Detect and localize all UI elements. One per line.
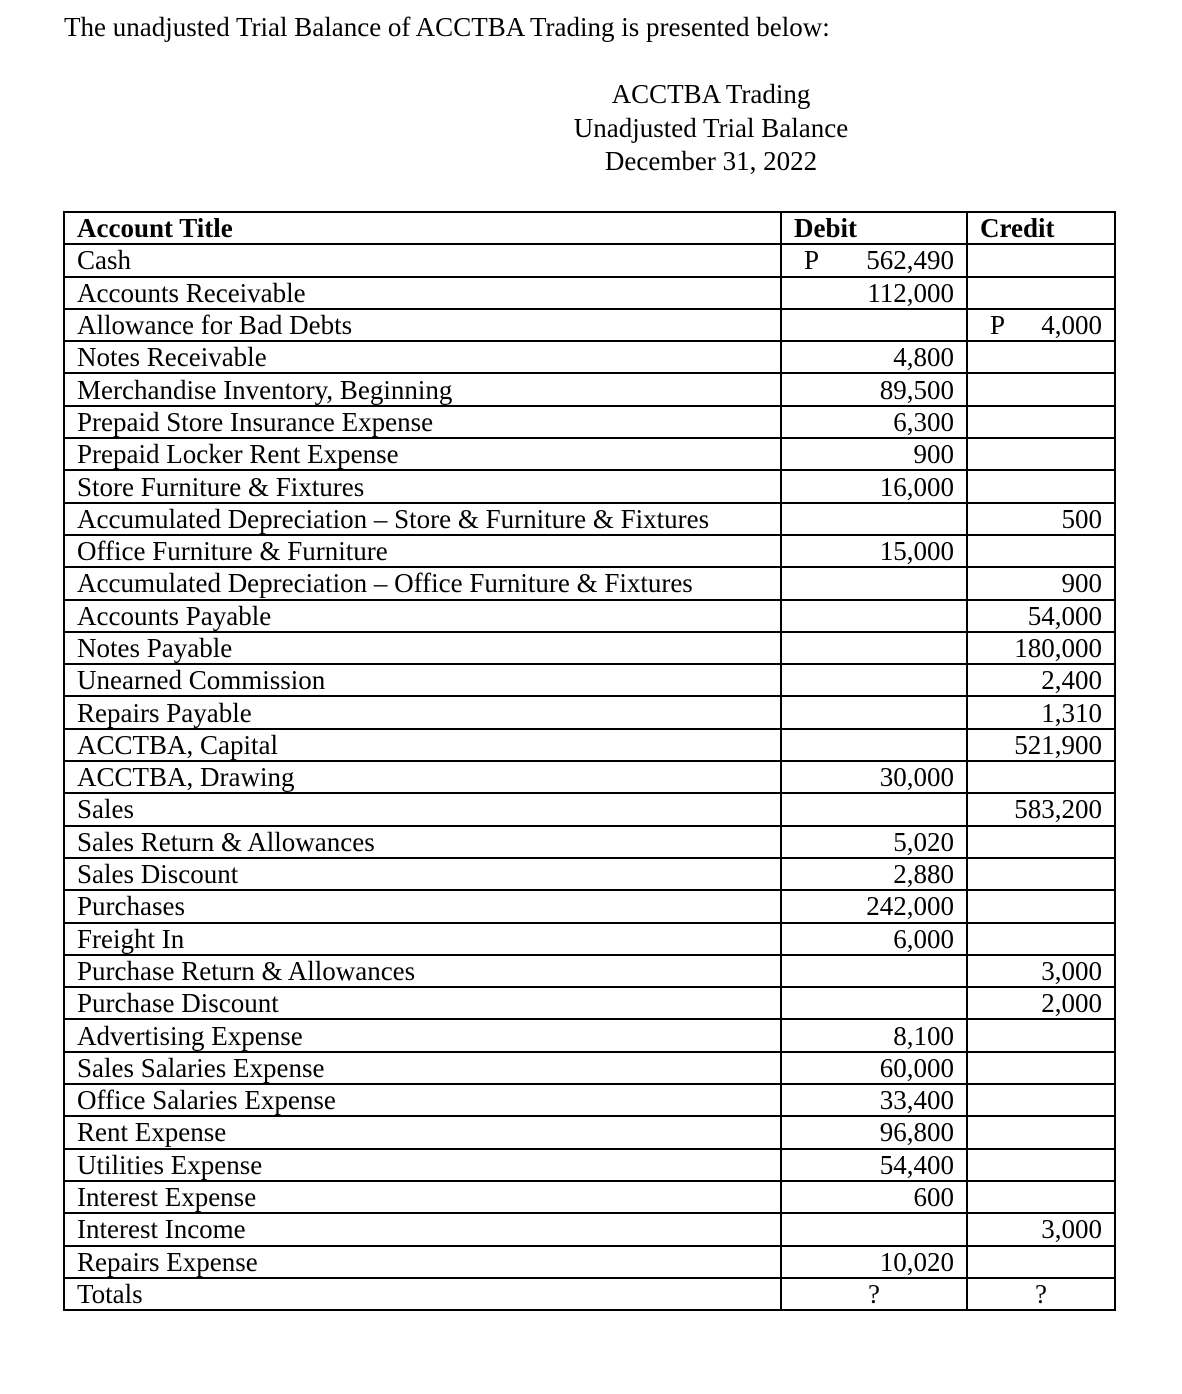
debit-cell [781, 826, 967, 858]
credit-cell [967, 987, 1115, 1019]
table-row [64, 1084, 1115, 1116]
credit-cell [967, 664, 1115, 696]
account-title-cell: Accounts Payable [64, 600, 781, 632]
account-title-cell: Office Salaries Expense [64, 1084, 781, 1116]
table-row [64, 826, 1115, 858]
intro-text: The unadjusted Trial Balance of ACCTBA Trading is presented below: [64, 12, 830, 42]
debit-amount: 33,400 [879, 1085, 954, 1116]
table-header-row [64, 212, 1115, 244]
debit-cell [781, 438, 967, 470]
header-debit: Debit [781, 212, 967, 244]
table-row [64, 1052, 1115, 1084]
credit-amount: 54,000 [1027, 600, 1102, 631]
debit-cell [781, 309, 967, 341]
credit-cell [967, 923, 1115, 955]
debit-cell [781, 535, 967, 567]
account-title-cell: Purchase Return & Allowances [64, 955, 781, 987]
debit-amount: 242,000 [866, 891, 954, 922]
account-title-cell: Accounts Receivable [64, 277, 781, 309]
credit-cell [967, 309, 1115, 341]
totals-credit: ? [967, 1278, 1115, 1310]
credit-cell [967, 1149, 1115, 1181]
credit-cell [967, 1019, 1115, 1051]
debit-cell [781, 729, 967, 761]
table-row [64, 503, 1115, 535]
account-title-cell: Advertising Expense [64, 1019, 781, 1051]
credit-cell [967, 470, 1115, 502]
debit-peso-sign: P [804, 245, 820, 276]
credit-amount: 180,000 [1014, 633, 1102, 663]
credit-cell [967, 535, 1115, 567]
table-row [64, 341, 1115, 373]
report-heading [0, 78, 1182, 179]
credit-amount: 3,000 [1041, 1214, 1102, 1245]
table-row [64, 470, 1115, 502]
credit-cell [967, 1084, 1115, 1116]
table-row [64, 793, 1115, 825]
credit-cell [967, 1181, 1115, 1213]
table-row [64, 1213, 1115, 1245]
credit-cell [967, 567, 1115, 599]
debit-amount: 5,020 [893, 826, 954, 857]
account-title-cell: Repairs Payable [64, 696, 781, 728]
credit-cell [967, 244, 1115, 276]
account-title-cell: Notes Payable [64, 632, 781, 664]
credit-amount: 1,310 [1041, 697, 1102, 728]
account-title-cell: Notes Receivable [64, 341, 781, 373]
table-row [64, 309, 1115, 341]
debit-cell [781, 470, 967, 502]
debit-amount: 6,300 [893, 406, 954, 437]
credit-cell [967, 793, 1115, 825]
credit-cell [967, 858, 1115, 890]
debit-amount: 600 [913, 1182, 954, 1213]
table-row [64, 373, 1115, 405]
credit-cell [967, 632, 1115, 664]
debit-cell [781, 406, 967, 438]
company-name: ACCTBA Trading [611, 79, 811, 109]
credit-cell [967, 1246, 1115, 1278]
debit-cell [781, 1181, 967, 1213]
table-row [64, 858, 1115, 890]
debit-cell [781, 1084, 967, 1116]
account-title-cell: Accumulated Depreciation – Store & Furniture & Fixtures [64, 503, 781, 535]
header-account-title: Account Title [64, 212, 781, 244]
table-row [64, 632, 1115, 664]
totals-debit: ? [781, 1278, 967, 1310]
debit-cell [781, 503, 967, 535]
account-title-cell: Interest Income [64, 1213, 781, 1245]
table-row [64, 406, 1115, 438]
debit-cell [781, 567, 967, 599]
credit-amount: 521,900 [1014, 729, 1102, 760]
table-row [64, 696, 1115, 728]
credit-cell [967, 890, 1115, 922]
totals-label: Totals [64, 1278, 781, 1310]
credit-amount: 3,000 [1041, 955, 1102, 986]
debit-cell [781, 373, 967, 405]
debit-amount: 8,100 [893, 1020, 954, 1051]
credit-amount: 4,000 [1041, 310, 1102, 341]
credit-amount: 500 [1061, 503, 1102, 534]
debit-amount: 16,000 [879, 471, 954, 502]
debit-amount: 10,020 [879, 1246, 954, 1277]
report-date: December 31, 2022 [604, 146, 818, 176]
table-row [64, 955, 1115, 987]
account-title-cell: Prepaid Store Insurance Expense [64, 406, 781, 438]
debit-amount: 54,400 [879, 1149, 954, 1180]
debit-cell [781, 858, 967, 890]
credit-cell [967, 826, 1115, 858]
credit-cell [967, 373, 1115, 405]
debit-cell [781, 793, 967, 825]
debit-cell [781, 890, 967, 922]
debit-amount: 112,000 [867, 277, 954, 308]
account-title-cell: Merchandise Inventory, Beginning [64, 373, 781, 405]
debit-cell [781, 923, 967, 955]
account-title-cell: Repairs Expense [64, 1246, 781, 1278]
credit-cell [967, 1116, 1115, 1148]
table-body [64, 244, 1115, 1278]
account-title-cell: Sales Return & Allowances [64, 826, 781, 858]
table-row [64, 1181, 1115, 1213]
credit-amount: 2,400 [1041, 665, 1102, 696]
credit-cell [967, 1213, 1115, 1245]
debit-amount: 89,500 [879, 374, 954, 405]
table-row [64, 1149, 1115, 1181]
account-title-cell: Office Furniture & Furniture [64, 535, 781, 567]
credit-cell [967, 341, 1115, 373]
totals-row [64, 1278, 1115, 1310]
credit-amount: 2,000 [1041, 988, 1102, 1019]
account-title-cell: ACCTBA, Drawing [64, 761, 781, 793]
table-row [64, 664, 1115, 696]
debit-cell [781, 1213, 967, 1245]
table-row [64, 1246, 1115, 1278]
account-title-cell: Store Furniture & Fixtures [64, 470, 781, 502]
debit-cell [781, 955, 967, 987]
table-row [64, 277, 1115, 309]
debit-cell [781, 277, 967, 309]
account-title-cell: Cash [64, 244, 781, 276]
debit-cell [781, 1116, 967, 1148]
account-title-cell: Purchases [64, 890, 781, 922]
report-title: Unadjusted Trial Balance [573, 112, 849, 143]
debit-cell [781, 696, 967, 728]
table-row [64, 1116, 1115, 1148]
trial-balance-table [63, 211, 1116, 1311]
debit-amount: 2,880 [893, 859, 954, 890]
account-title-cell: Prepaid Locker Rent Expense [64, 438, 781, 470]
credit-cell [967, 277, 1115, 309]
debit-amount: 30,000 [879, 762, 954, 793]
debit-cell [781, 987, 967, 1019]
debit-cell [781, 341, 967, 373]
table-row [64, 761, 1115, 793]
debit-cell [781, 664, 967, 696]
account-title-cell: Interest Expense [64, 1181, 781, 1213]
account-title-cell: Accumulated Depreciation – Office Furniture & Fixtures [64, 567, 781, 599]
table-row [64, 535, 1115, 567]
account-title-cell: Utilities Expense [64, 1149, 781, 1181]
debit-cell [781, 1052, 967, 1084]
credit-cell [967, 438, 1115, 470]
account-title-cell: Sales [64, 793, 781, 825]
debit-amount: 15,000 [879, 536, 954, 567]
credit-peso-sign: P [990, 310, 1006, 341]
debit-amount: 900 [913, 439, 954, 470]
table-row [64, 923, 1115, 955]
credit-cell [967, 955, 1115, 987]
credit-cell [967, 406, 1115, 438]
debit-amount: 562,490 [866, 245, 954, 276]
header-credit: Credit [967, 212, 1115, 244]
debit-amount: 60,000 [879, 1052, 954, 1083]
account-title-cell: Purchase Discount [64, 987, 781, 1019]
table-row [64, 1019, 1115, 1051]
debit-cell [781, 1246, 967, 1278]
table-row [64, 244, 1115, 276]
account-title-cell: ACCTBA, Capital [64, 729, 781, 761]
account-title-cell: Rent Expense [64, 1116, 781, 1148]
account-title-cell: Freight In [64, 923, 781, 955]
debit-cell [781, 1149, 967, 1181]
debit-cell [781, 1019, 967, 1051]
table-row [64, 987, 1115, 1019]
credit-cell [967, 600, 1115, 632]
debit-amount: 96,800 [879, 1117, 954, 1148]
account-title-cell: Allowance for Bad Debts [64, 309, 781, 341]
debit-cell [781, 632, 967, 664]
debit-amount: 6,000 [893, 923, 954, 954]
credit-cell [967, 761, 1115, 793]
table-row [64, 890, 1115, 922]
table-row [64, 600, 1115, 632]
credit-cell [967, 1052, 1115, 1084]
credit-cell [967, 696, 1115, 728]
debit-cell [781, 244, 967, 276]
debit-cell [781, 761, 967, 793]
debit-cell [781, 600, 967, 632]
credit-amount: 900 [1061, 568, 1102, 599]
debit-amount: 4,800 [893, 342, 954, 373]
credit-cell [967, 503, 1115, 535]
table-row [64, 438, 1115, 470]
account-title-cell: Sales Discount [64, 858, 781, 890]
account-title-cell: Sales Salaries Expense [64, 1052, 781, 1084]
credit-cell [967, 729, 1115, 761]
table-row [64, 567, 1115, 599]
account-title-cell: Unearned Commission [64, 664, 781, 696]
table-row [64, 729, 1115, 761]
credit-amount: 583,200 [1014, 794, 1102, 825]
